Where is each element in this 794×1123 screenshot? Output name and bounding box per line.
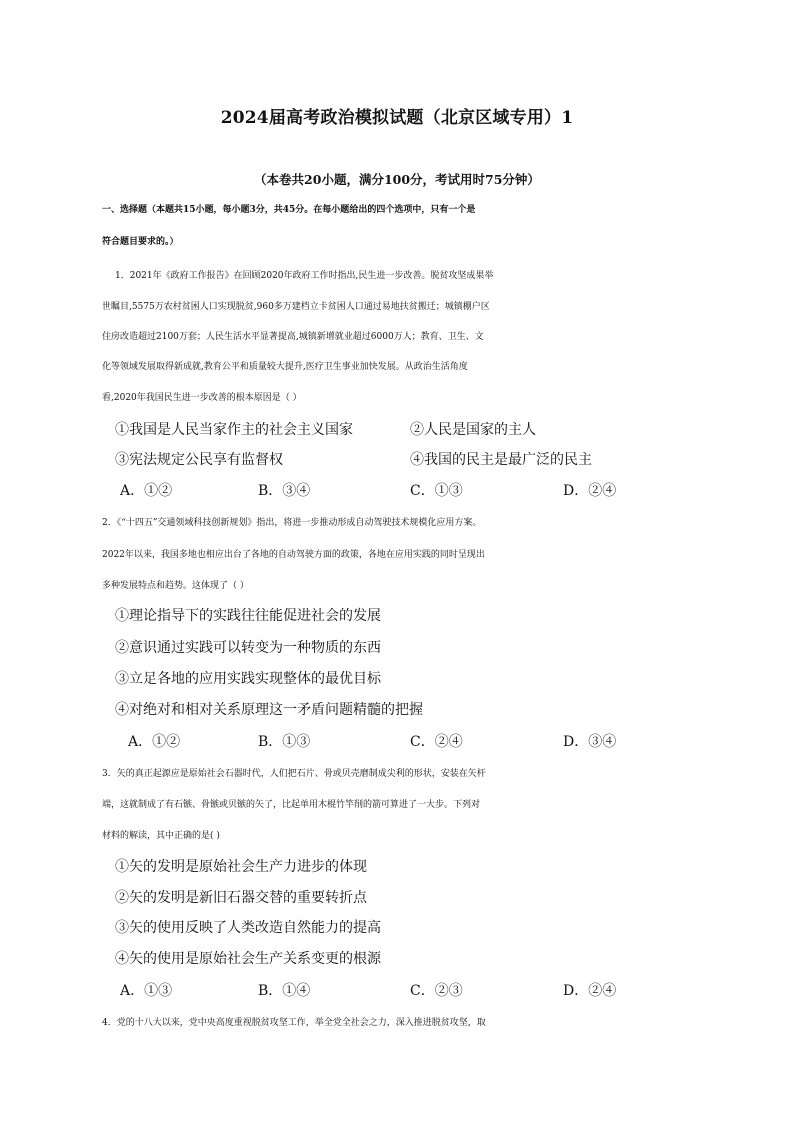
q3-line: 3．矢的真正起源应是原始社会石器时代，人们把石片、骨或贝壳磨制成尖利的形状，安装在矢杆	[102, 769, 486, 779]
q1-line: 化等领域发展取得新成就,教育公平和质量较大提升,医疗卫生事业加快发展。从政治生活角度	[102, 362, 468, 372]
q2-item: ①理论指导下的实践往往能促进社会的发展	[115, 608, 381, 624]
q2-line: 2022年以来，我国多地也相应出台了各地的自动驾驶方面的政策，各地在应用实践的同时呈现出	[102, 550, 485, 560]
q1-choice-a[interactable]: A．①②	[120, 483, 173, 499]
section-heading-line1: 一、选择题（本题共15小题，每小题3分，共45分。在每小题给出的四个选项中，只有一个是	[102, 205, 476, 215]
q2-item: ③立足各地的应用实践实现整体的最优目标	[115, 671, 381, 687]
exam-info: （本卷共20小题，满分100分，考试用时75分钟）	[254, 172, 540, 187]
q2-item: ②意识通过实践可以转变为一种物质的东西	[115, 640, 381, 656]
q1-item: ①我国是人民当家作主的社会主义国家	[115, 422, 353, 438]
q3-choice-b[interactable]: B．①④	[258, 983, 311, 999]
q2-choice-a[interactable]: A．①②	[128, 734, 181, 750]
q3-choice-a[interactable]: A．①③	[120, 983, 173, 999]
q1-item: ②人民是国家的主人	[410, 422, 536, 438]
q1-line: 1．2021年《政府工作报告》在回顾2020年政府工作时指出,民生进一步改善。脱贫攻坚成果举	[115, 271, 494, 281]
q3-choice-c[interactable]: C．②③	[410, 983, 463, 999]
q2-item: ④对绝对和相对关系原理这一矛盾问题精髓的把握	[115, 702, 423, 718]
document-title: 2024届高考政治模拟试题（北京区域专用）1	[220, 108, 574, 128]
q1-item: ③宪法规定公民享有监督权	[115, 452, 283, 468]
q3-item: ③矢的使用反映了人类改造自然能力的提高	[115, 920, 381, 936]
q3-line: 材料的解读，其中正确的是( )	[102, 831, 220, 841]
q1-choice-c[interactable]: C．①③	[410, 483, 463, 499]
q1-item: ④我国的民主是最广泛的民主	[410, 452, 592, 468]
q2-choices	[0, 732, 794, 752]
q2-choice-b[interactable]: B．①③	[258, 734, 311, 750]
q3-item: ④矢的使用是原始社会生产关系变更的根源	[115, 951, 381, 967]
q1-line: 看,2020年我国民生进一步改善的根本原因是（ ）	[102, 393, 302, 403]
q2-line: 2．《“十四五”交通领域科技创新规划》指出，将进一步推动形成自动驾驶技术规模化应用方案。	[102, 518, 482, 528]
q1-line: 世瞩目,5575万农村贫困人口实现脱贫,960多万建档立卡贫困人口通过易地扶贫搬迁；城镇棚户区	[102, 302, 490, 312]
q3-line: 端，这就制成了有石镞、骨镞或贝镞的矢了，比起单用木棍竹竿削的箭可算进了一大步。下列对	[102, 800, 481, 810]
q1-choices	[0, 481, 794, 501]
q3-choices	[0, 981, 794, 1001]
q1-line: 住房改造超过2100万套；人民生活水平显著提高,城镇新增就业超过6000万人；教育、卫生、文	[102, 332, 484, 342]
q3-item: ②矢的发明是新旧石器交替的重要转折点	[115, 890, 367, 906]
q2-choice-d[interactable]: D．③④	[563, 734, 617, 750]
q3-item: ①矢的发明是原始社会生产力进步的体现	[115, 859, 367, 875]
q2-choice-c[interactable]: C．②④	[410, 734, 463, 750]
section-heading-line2: 符合题目要求的。）	[102, 237, 179, 247]
q3-choice-d[interactable]: D．②④	[563, 983, 617, 999]
q2-line: 多种发展特点和趋势。这体现了（ ）	[102, 581, 249, 591]
q1-choice-d[interactable]: D．②④	[563, 483, 617, 499]
q1-choice-b[interactable]: B．③④	[258, 483, 311, 499]
q4-line: 4．党的十八大以来，党中央高度重视脱贫攻坚工作，举全党全社会之力，深入推进脱贫攻坚，取	[102, 1018, 486, 1028]
